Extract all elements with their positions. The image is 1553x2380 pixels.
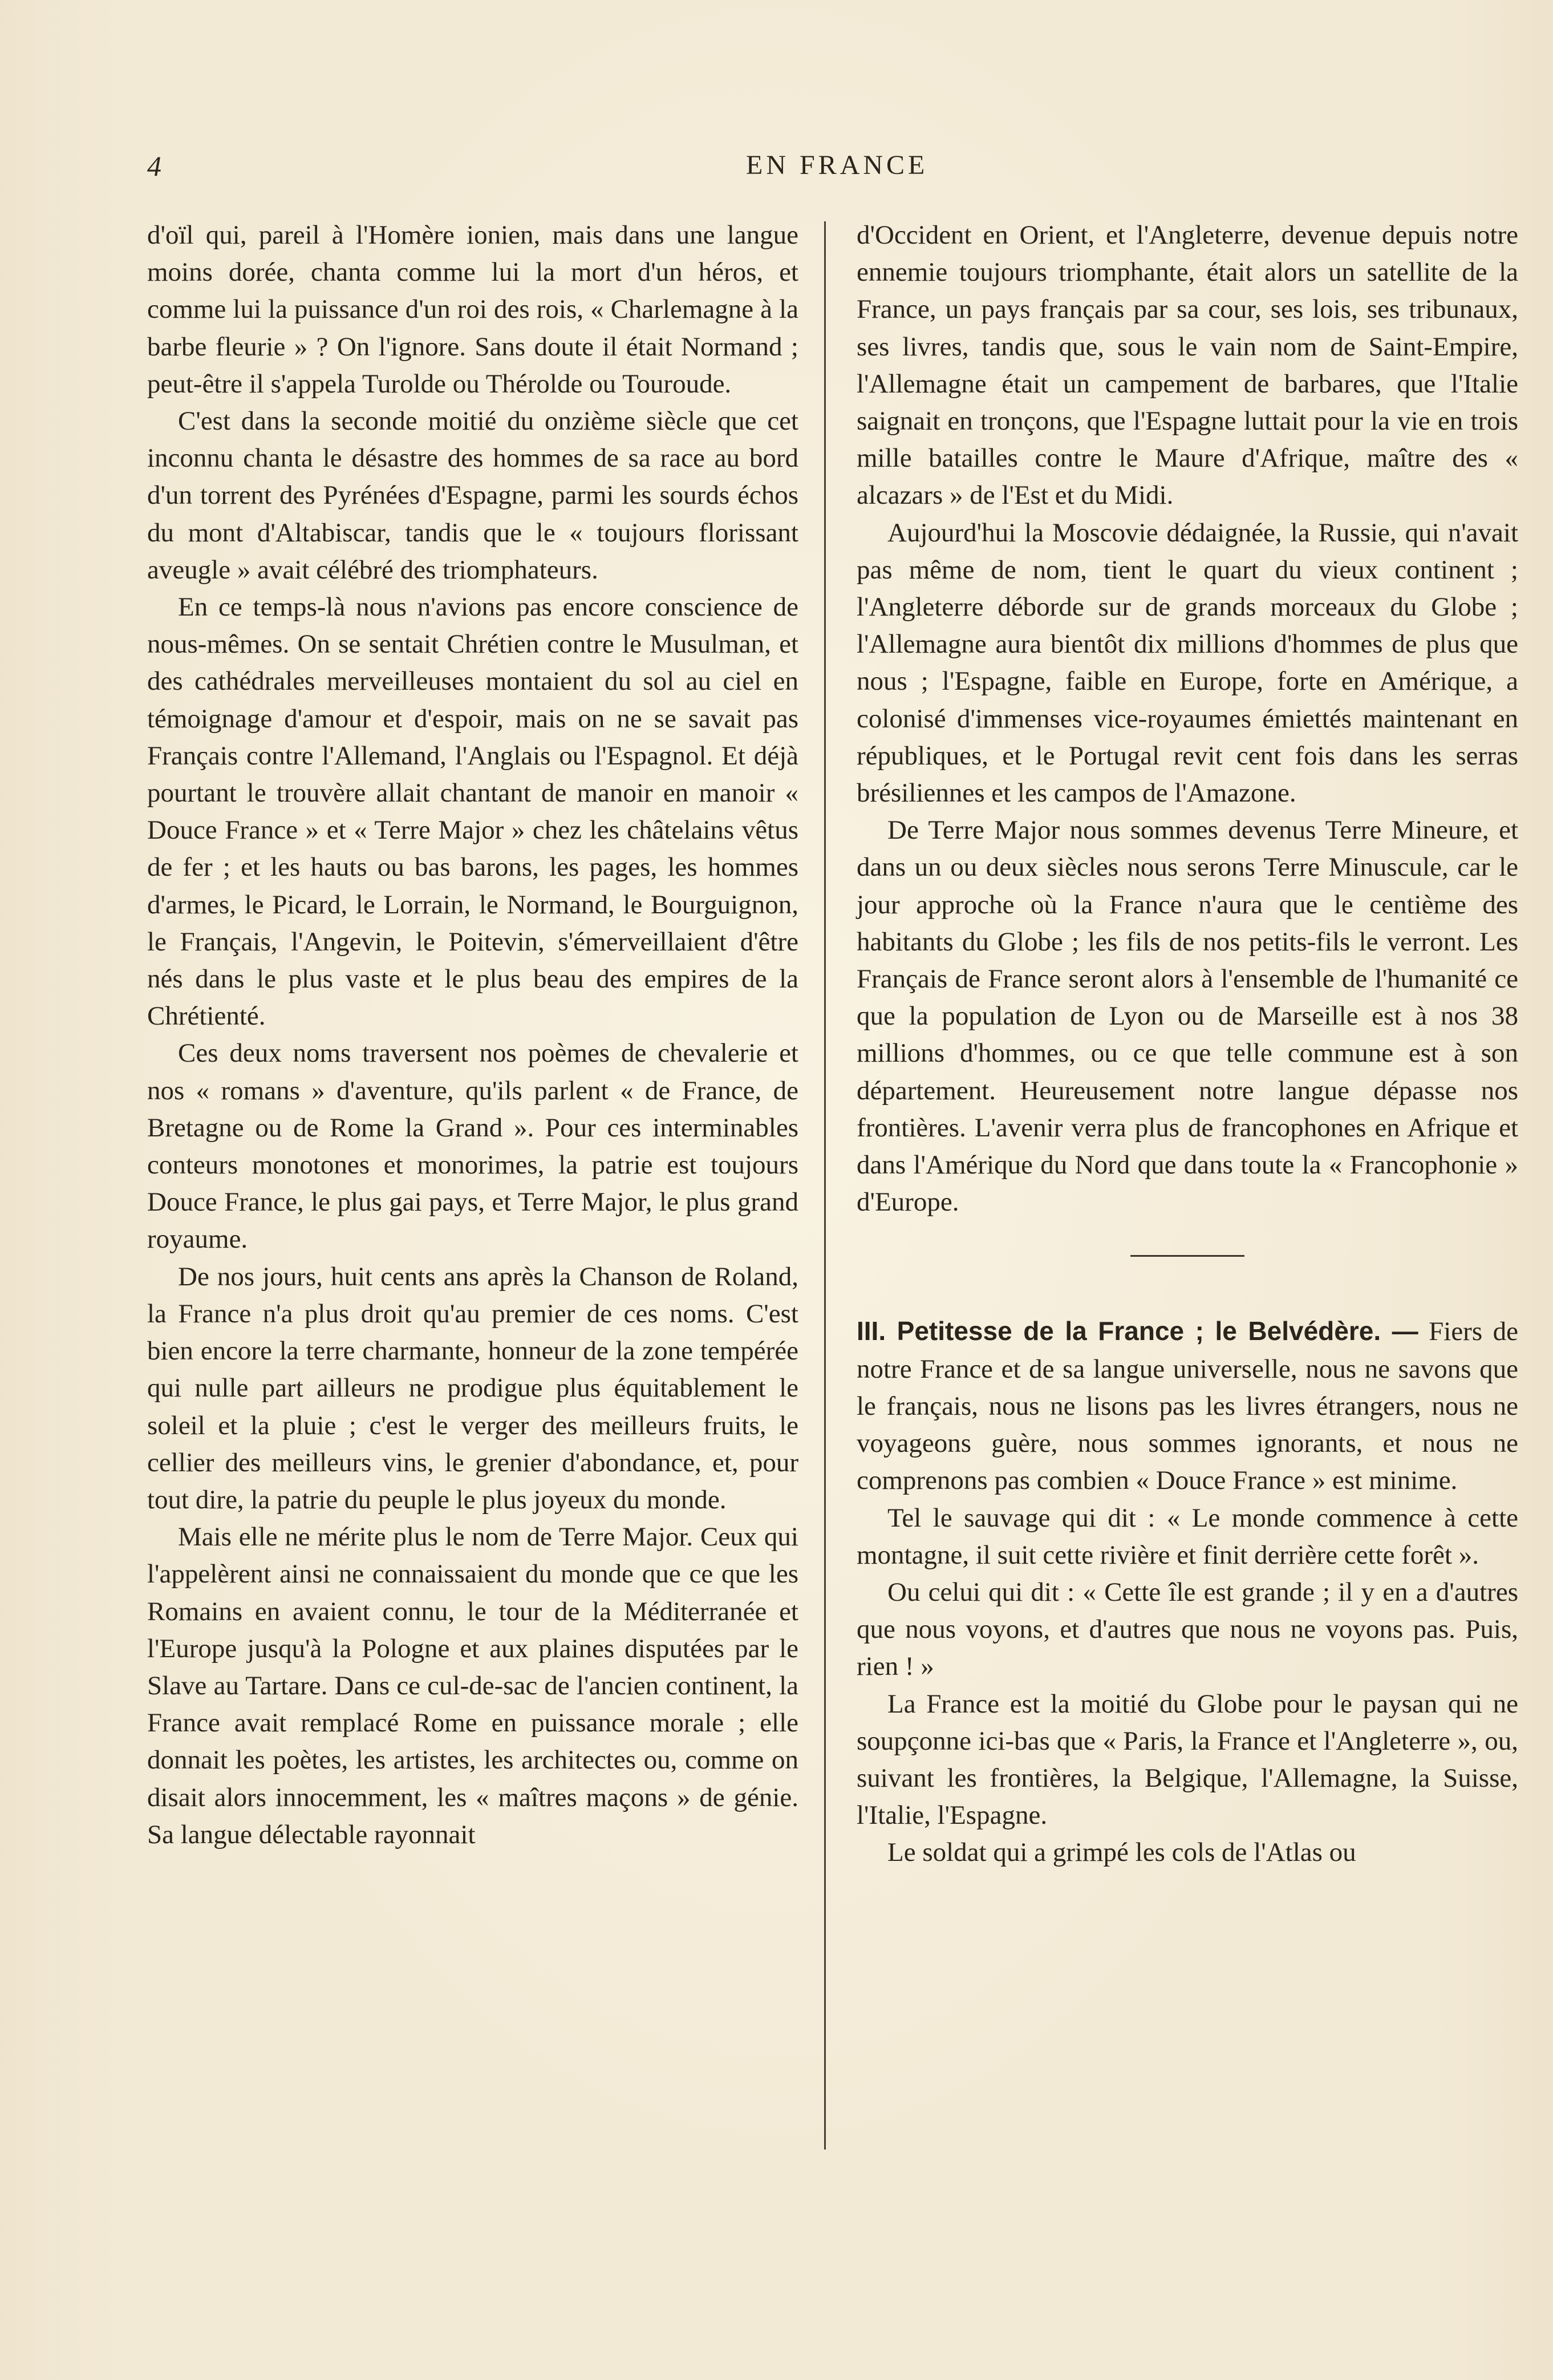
paragraph: Ou celui qui dit : « Cette île est grande ; il y en a d'autres que nous voyons, et d'autres que nous ne voyons pas. Puis, rien ! » [857, 1577, 1518, 1682]
section-opening-text: Fiers de notre France et de sa langue universelle, nous ne savons que le français, nous ne lisons pas les livres étrangers, nous ne voyageons guère, nous sommes ignorants, et nous ne comprenons pas combien « Douce France » est minime. [857, 1317, 1518, 1496]
section-heading: III. Petitesse de la France ; le Belvédère. — [857, 1316, 1418, 1346]
paragraph: Aujourd'hui la Moscovie dédaignée, la Russie, qui n'avait pas même de nom, tient le quart du vieux continent ; l'Angleterre déborde sur de grands morceaux du Globe ; l'Allemagne aura bientôt dix millions d'hommes de plus que nous ; l'Espagne, faible en Europe, forte en Amérique, a colonisé d'immenses vice-royaumes émiettés maintenant en républiques, et le Portugal revit cent fois dans les serras brésiliennes et les campos de l'Amazone. [857, 517, 1518, 808]
paragraph: En ce temps-là nous n'avions pas encore conscience de nous-mêmes. On se sentait Chrétien contre le Musulman, et des cathédrales merveilleuses montaient du sol au ciel en témoignage d'amour et d'espoir, mais on ne se savait pas Français contre l'Allemand, l'Anglais ou l'Espagnol. Et déjà pourtant le trouvère allait chantant de manoir en manoir « Douce France » et « Terre Major » chez les châtelains vêtus de fer ; et les hauts ou bas barons, les pages, les hommes d'armes, le Picard, le Lorrain, le Normand, le Bourguignon, le Français, l'Angevin, le Poitevin, s'émerveillaient d'être nés dans le plus vaste et le plus beau des empires de la Chrétienté. [147, 592, 798, 1031]
running-head [147, 149, 1533, 189]
paragraph: La France est la moitié du Globe pour le paysan qui ne soupçonne ici-bas que « Paris, la France et l'Angleterre », ou, suivant les frontières, la Belgique, l'Allemagne, la Suisse, l'Italie, l'Espagne. [857, 1689, 1518, 1831]
paragraph: De Terre Major nous sommes devenus Terre Mineure, et dans un ou deux siècles nous serons Terre Minuscule, car le jour approche où la France n'aura que le centième des habitants du Globe ; les fils de nos petits-fils le verront. Les Français de France seront alors à l'ensemble de l'humanité ce que la population de Lyon ou de Marseille est à nos 38 millions d'hommes, ou ce que telle commune est à son département. Heureusement notre langue dépasse nos frontières. L'avenir verra plus de francophones en Afrique et dans l'Amérique du Nord que dans toute la « Francophonie » d'Europe. [857, 815, 1518, 1217]
section-opening-paragraph [857, 1313, 1518, 1499]
paragraph: d'Occident en Orient, et l'Angleterre, devenue depuis notre ennemie toujours triomphante, était alors un satellite de la France, un pays français par sa cour, ses lois, ses tribunaux, ses livres, tandis que, sous le vain nom de Saint-Empire, l'Allemagne était un campement de barbares, que l'Italie saignait en tronçons, que l'Espagne luttait pour la vie en trois mille batailles contre le Maure d'Afrique, maître des « alcazars » de l'Est et du Midi. [857, 220, 1518, 511]
paragraph: d'oïl qui, pareil à l'Homère ionien, mais dans une langue moins dorée, chanta comme lui la mort d'un héros, et comme lui la puissance d'un roi des rois, « Charlemagne à la barbe fleurie » ? On l'ignore. Sans doute il était Normand ; peut-être il s'appela Turolde ou Thérolde ou Touroude. [147, 220, 798, 399]
paragraph: Tel le sauvage qui dit : « Le monde commence à cette montagne, il suit cette rivière et finit derrière cette forêt ». [857, 1503, 1518, 1570]
running-title: EN FRANCE [746, 150, 928, 180]
column-divider [824, 221, 826, 2150]
section-separator [1130, 1255, 1244, 1257]
left-column [147, 217, 798, 1853]
paragraph: Le soldat qui a grimpé les cols de l'Atlas ou [887, 1837, 1356, 1868]
right-column [857, 217, 1518, 1872]
paragraph: C'est dans la seconde moitié du onzième siècle que cet inconnu chanta le désastre des hommes de sa race au bord d'un torrent des Pyrénées d'Espagne, parmi les sourds échos du mont d'Altabiscar, tandis que le « toujours florissant aveugle » avait célébré des triomphateurs. [147, 406, 798, 585]
paragraph: Ces deux noms traversent nos poèmes de chevalerie et nos « romans » d'aventure, qu'ils parlent « de France, de Bretagne ou de Rome la Grand ». Pour ces interminables conteurs monotones et monorimes, la patrie est toujours Douce France, le plus gai pays, et Terre Major, le plus grand royaume. [147, 1038, 798, 1254]
paragraph: Mais elle ne mérite plus le nom de Terre Major. Ceux qui l'appelèrent ainsi ne connaissaient du monde que ce que les Romains en avaient connu, le tour de la Méditerranée et l'Europe jusqu'à la Pologne et aux plaines disputées par le Slave au Tartare. Dans ce cul-de-sac de l'ancien continent, la France avait remplacé Rome en puissance morale ; elle donnait les poètes, les artistes, les architectes ou, comme on disait alors innocemment, les « maîtres maçons » de génie. Sa langue délectable rayonnait [147, 1522, 798, 1849]
page-number: 4 [147, 150, 161, 182]
paragraph: De nos jours, huit cents ans après la Chanson de Roland, la France n'a plus droit qu'au premier de ces noms. C'est bien encore la terre charmante, honneur de la zone tempérée qui nulle part ailleurs ne prodigue plus équitablement le soleil et la pluie ; c'est le verger des meilleurs fruits, le cellier des meilleurs vins, le grenier d'abondance, et, pour tout dire, la patrie du peuple le plus joyeux du monde. [147, 1261, 798, 1515]
